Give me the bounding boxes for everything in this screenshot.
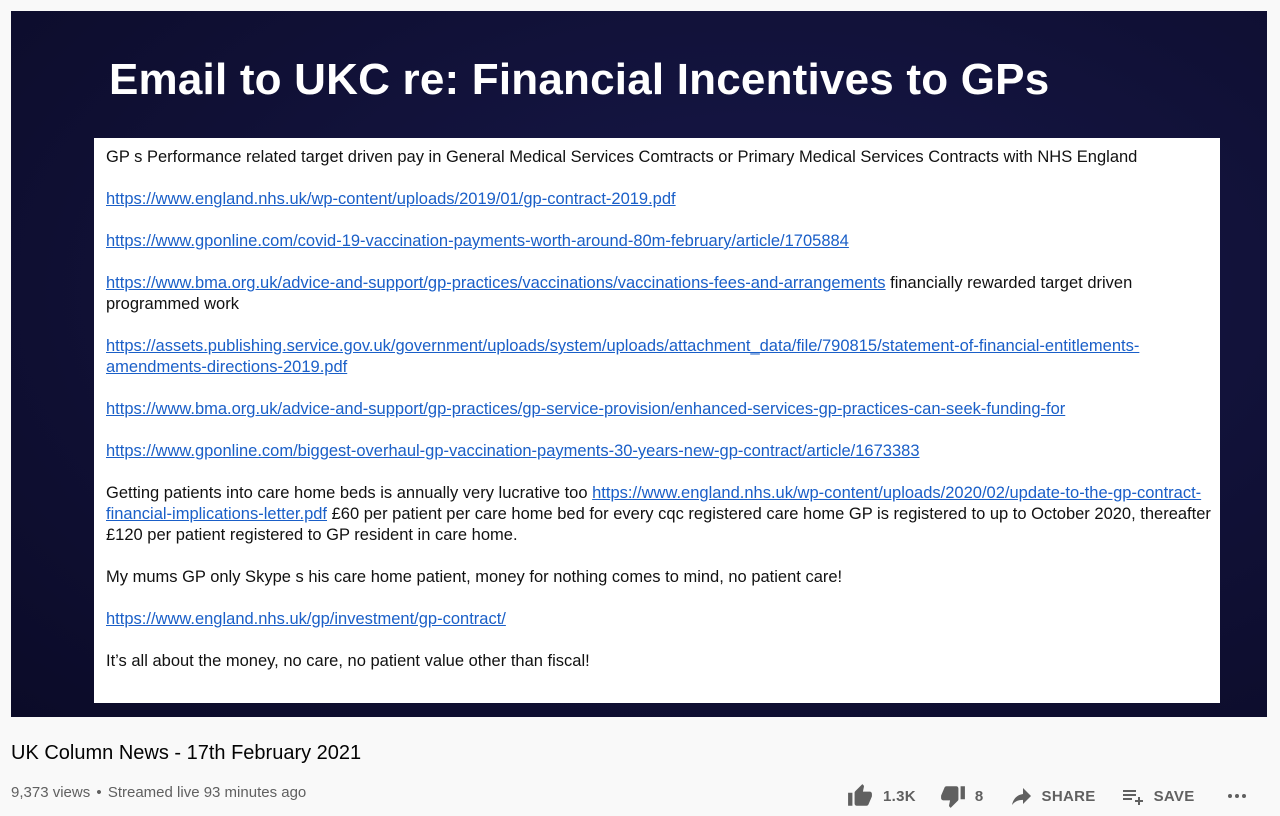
link-bma-vaccination-fees[interactable]: https://www.bma.org.uk/advice-and-support/gp-practices/vaccinations/vaccinations-fees-and-arrangements [106, 274, 886, 292]
skype-comment: My mums GP only Skype s his care home patient, money for nothing comes to mind, no patient care! [106, 568, 843, 586]
thumb-down-icon [939, 783, 967, 809]
email-card [94, 138, 1220, 703]
video-meta [11, 784, 306, 801]
care-home-prefix: Getting patients into care home beds is annually very lucrative too [106, 484, 593, 502]
thumb-up-icon [846, 783, 874, 809]
stream-date: Streamed live 93 minutes ago [107, 784, 307, 801]
share-arrow-icon [1008, 784, 1034, 808]
like-count: 1.3K [883, 787, 916, 805]
more-horizontal-icon [1225, 784, 1249, 808]
link3-suffix: financially rewarded target driven programmed work [106, 274, 1133, 313]
care-home-suffix: £60 per patient per care home bed for every cqc registered care home GP is registered to up to October 2020, thereafter £120 per patient registered to GP resident in care home. [106, 505, 1211, 544]
closing-remark: It’s all about the money, no care, no patient value other than fiscal! [106, 652, 590, 670]
save-button[interactable] [1120, 784, 1195, 808]
more-actions-button[interactable] [1225, 784, 1249, 808]
link-gp-contract-update-letter[interactable]: https://www.england.nhs.uk/wp-content/uploads/2020/02/update-to-the-gp-contract-financial-implications-letter.pdf [106, 484, 1202, 523]
video-player[interactable] [11, 11, 1267, 717]
meta-separator: • [96, 784, 102, 801]
share-button[interactable] [1008, 784, 1096, 808]
email-intro: GP s Performance related target driven pay in General Medical Services Comtracts or Primary Medical Services Contracts with NHS England [106, 148, 1138, 166]
like-button[interactable] [846, 783, 916, 809]
link-gp-contract-2019[interactable]: https://www.england.nhs.uk/wp-content/uploads/2019/01/gp-contract-2019.pdf [106, 190, 676, 208]
slide-title: Email to UKC re: Financial Incentives to GPs [109, 55, 1050, 104]
share-label: SHARE [1041, 787, 1096, 805]
dislike-count: 8 [974, 787, 984, 805]
link-nhs-gp-contract[interactable]: https://www.england.nhs.uk/gp/investment/gp-contract/ [106, 610, 506, 628]
view-count: 9,373 views [11, 784, 91, 801]
save-label: SAVE [1153, 787, 1195, 805]
video-title: UK Column News - 17th February 2021 [11, 742, 362, 764]
playlist-add-icon [1120, 784, 1146, 808]
link-gponline-biggest-overhaul[interactable]: https://www.gponline.com/biggest-overhaul-gp-vaccination-payments-30-years-new-gp-contract/article/1673383 [106, 442, 920, 460]
link-bma-enhanced-services[interactable]: https://www.bma.org.uk/advice-and-support/gp-practices/gp-service-provision/enhanced-services-gp-practices-can-seek-funding-for [106, 400, 1066, 418]
video-actions [846, 781, 1249, 811]
link-gponline-covid-payments[interactable]: https://www.gponline.com/covid-19-vaccination-payments-worth-around-80m-february/article/1705884 [106, 232, 849, 250]
dislike-button[interactable] [939, 783, 984, 809]
link-statement-financial-entitlements[interactable]: https://assets.publishing.service.gov.uk/government/uploads/system/uploads/attachment_data/file/790815/statement-of-financial-entitlements-amendments-directions-2019.pdf [106, 337, 1140, 376]
